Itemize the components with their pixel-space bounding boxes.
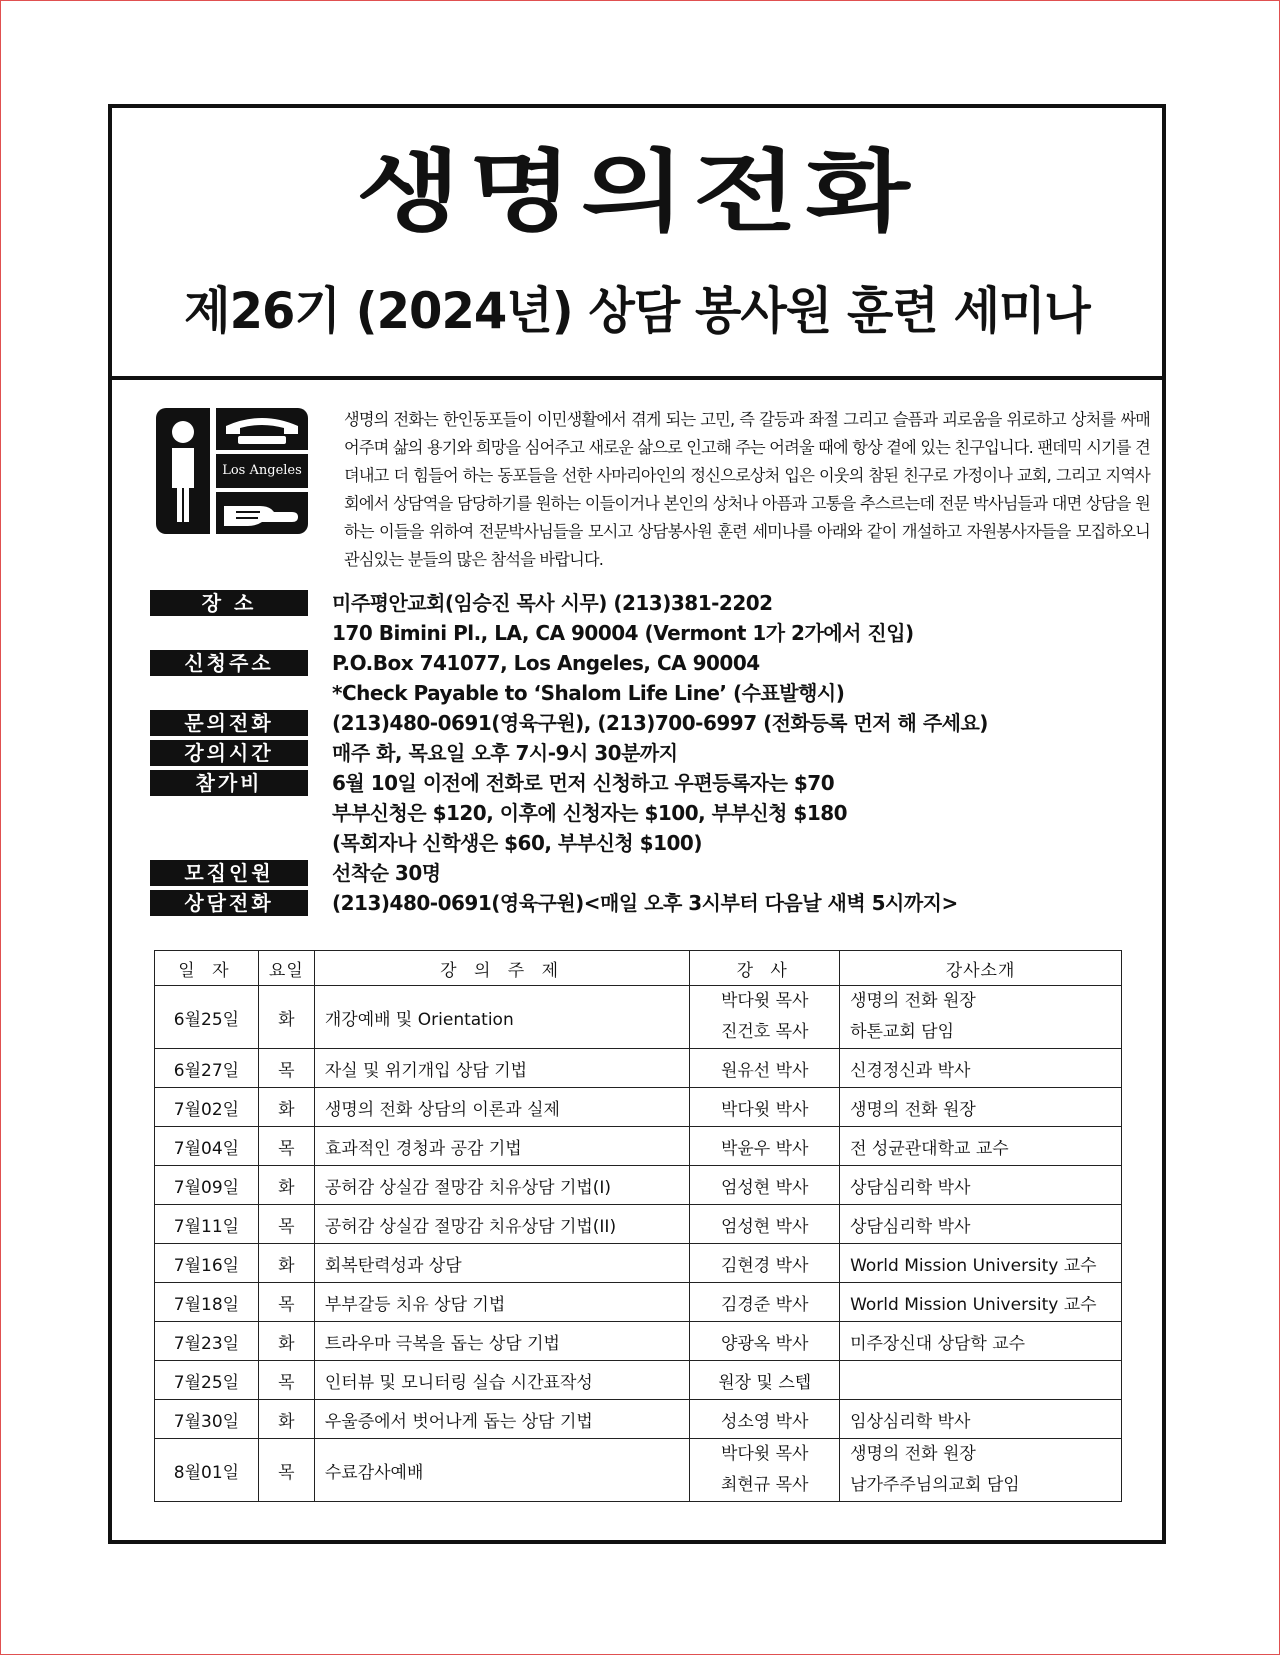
time-value: 매주 화, 목요일 오후 7시-9시 30분까지 [332, 741, 678, 765]
header [112, 108, 1162, 380]
row-topic: 인터뷰 및 모니터링 실습 시간표작성 [314, 1361, 690, 1400]
row-date: 7월02일 [155, 1088, 259, 1127]
location-label: 장 소 [150, 590, 308, 616]
row-date: 6월25일 [155, 986, 259, 1049]
row-intro [840, 1361, 1122, 1400]
row-date: 7월18일 [155, 1283, 259, 1322]
row-intro: 생명의 전화 원장 [850, 991, 976, 1011]
row-date: 7월23일 [155, 1322, 259, 1361]
header-date: 일 자 [155, 951, 259, 986]
fee-row-3 [150, 828, 1150, 858]
row-intro: 생명의 전화 원장 [850, 1444, 976, 1464]
row-lecturers [690, 1439, 840, 1502]
counsel-label: 상담전화 [150, 890, 308, 916]
row-topic: 공허감 상실감 절망감 치유상담 기법(I) [314, 1166, 690, 1205]
row-date: 7월09일 [155, 1166, 259, 1205]
header-day: 요일 [258, 951, 314, 986]
fee-line1: 6월 10일 이전에 전화로 먼저 신청하고 우편등록자는 $70 [332, 771, 835, 795]
row-lecturer: 박다윗 목사 [720, 991, 809, 1011]
table-row [155, 1166, 1122, 1205]
row-intro: 신경정신과 박사 [840, 1049, 1122, 1088]
row-topic: 수료감사예배 [314, 1439, 690, 1502]
address-line1: P.O.Box 741077, Los Angeles, CA 90004 [332, 651, 760, 675]
row-lecturer: 김경준 박사 [690, 1283, 840, 1322]
table-row [155, 1205, 1122, 1244]
row-lecturer: 최현규 목사 [720, 1475, 809, 1495]
row-date: 7월25일 [155, 1361, 259, 1400]
row-lecturer: 엄성현 박사 [690, 1166, 840, 1205]
row-lecturer: 박다윗 목사 [720, 1444, 809, 1464]
time-label: 강의시간 [150, 740, 308, 766]
seminar-title: 제26기 (2024년) 상담 봉사원 훈련 세미나 [184, 282, 1090, 340]
row-lecturers [690, 986, 840, 1049]
row-day: 화 [258, 1244, 314, 1283]
fee-row [150, 768, 1150, 798]
hand-icon-panel [216, 492, 308, 534]
row-topic: 생명의 전화 상담의 이론과 실제 [314, 1088, 690, 1127]
row-day: 목 [258, 1205, 314, 1244]
row-lecturer: 박윤우 박사 [690, 1127, 840, 1166]
row-intros [840, 986, 1122, 1049]
table-row [155, 1361, 1122, 1400]
brand-title: 생명의전화 [356, 140, 918, 244]
row-day: 화 [258, 1322, 314, 1361]
location-row-2 [150, 618, 1150, 648]
row-date: 7월11일 [155, 1205, 259, 1244]
row-intro: 남가주주님의교회 담임 [850, 1475, 1020, 1495]
schedule-header-row [155, 951, 1122, 986]
time-row [150, 738, 1150, 768]
row-topic: 우울증에서 벗어나게 돕는 상담 기법 [314, 1400, 690, 1439]
row-intro: 하톤교회 담임 [850, 1022, 955, 1042]
address-row-2 [150, 678, 1150, 708]
row-lecturer: 김현경 박사 [690, 1244, 840, 1283]
helping-hand-icon [216, 492, 308, 534]
row-intro: 임상심리학 박사 [840, 1400, 1122, 1439]
header-topic: 강 의 주 제 [314, 951, 690, 986]
table-row [155, 1283, 1122, 1322]
inquiry-row [150, 708, 1150, 738]
row-intro: 전 성균관대학교 교수 [840, 1127, 1122, 1166]
row-day: 목 [258, 1127, 314, 1166]
lifeline-logo [156, 408, 308, 534]
table-row [155, 1049, 1122, 1088]
capacity-row [150, 858, 1150, 888]
row-topic: 효과적인 경청과 공감 기법 [314, 1127, 690, 1166]
address-row [150, 648, 1150, 678]
capacity-label: 모집인원 [150, 860, 308, 886]
fee-line2: 부부신청은 $120, 이후에 신청자는 $100, 부부신청 $180 [332, 801, 848, 825]
row-lecturer: 원유선 박사 [690, 1049, 840, 1088]
capacity-value: 선착순 30명 [332, 861, 441, 885]
row-day: 목 [258, 1283, 314, 1322]
row-intro: World Mission University 교수 [840, 1244, 1122, 1283]
row-lecturer: 진건호 목사 [720, 1022, 809, 1042]
row-day: 목 [258, 1361, 314, 1400]
location-line1: 미주평안교회(임승진 목사 시무) (213)381-2202 [332, 591, 773, 615]
row-day: 화 [258, 1088, 314, 1127]
row-topic: 트라우마 극복을 돕는 상담 기법 [314, 1322, 690, 1361]
fee-line3: (목회자나 신학생은 $60, 부부신청 $100) [332, 831, 702, 855]
advertisement-box [108, 104, 1166, 1544]
logo-city-text: Los Angeles [222, 463, 302, 478]
table-row [155, 1088, 1122, 1127]
table-row [155, 986, 1122, 1049]
row-date: 7월04일 [155, 1127, 259, 1166]
fee-label: 참가비 [150, 770, 308, 796]
schedule-table [154, 950, 1122, 1502]
row-lecturer: 성소영 박사 [690, 1400, 840, 1439]
table-row [155, 1244, 1122, 1283]
row-intro: 생명의 전화 원장 [840, 1088, 1122, 1127]
phone-icon-panel [216, 408, 308, 450]
row-date: 8월01일 [155, 1439, 259, 1502]
counsel-value: (213)480-0691(영육구원)<매일 오후 3시부터 다음날 새벽 5시까지> [332, 891, 958, 915]
inquiry-value: (213)480-0691(영육구원), (213)700-6997 (전화등록 먼저 해 주세요) [332, 711, 988, 735]
person-icon-panel [156, 408, 210, 534]
row-topic: 공허감 상실감 절망감 치유상담 기법(II) [314, 1205, 690, 1244]
row-date: 6월27일 [155, 1049, 259, 1088]
row-intros [840, 1439, 1122, 1502]
counsel-row [150, 888, 1150, 918]
table-row [155, 1400, 1122, 1439]
table-row [155, 1127, 1122, 1166]
address-line2: *Check Payable to ‘Shalom Life Line’ (수표발행시) [332, 681, 845, 705]
row-topic: 개강예배 및 Orientation [314, 986, 690, 1049]
table-row [155, 1322, 1122, 1361]
row-intro: World Mission University 교수 [840, 1283, 1122, 1322]
header-lecturer-intro: 강사소개 [840, 951, 1122, 986]
row-lecturer: 원장 및 스텝 [690, 1361, 840, 1400]
row-lecturer: 양광옥 박사 [690, 1322, 840, 1361]
location-row [150, 588, 1150, 618]
row-day: 목 [258, 1439, 314, 1502]
row-day: 화 [258, 1400, 314, 1439]
row-topic: 회복탄력성과 상담 [314, 1244, 690, 1283]
person-icon [156, 408, 210, 534]
intro-paragraph: 생명의 전화는 한인동포들이 이민생활에서 겪게 되는 고민, 즉 갈등과 좌절 그리고 슬픔과 괴로움을 위로하고 상처를 싸매어주며 삶의 용기와 희망을 심어주고 새로운 삶으로 인고해 주는 어려울 때에 항상 곁에 있는 친구입니다. 팬데믹 시기를 견뎌내고 더 힘들어 하는 동포들을 선한 사마리아인의 정신으로상처 입은 이웃의 참된 친구로 가정이나 교회, 그리고 지역사회에서 상담역을 담당하기를 원하는 이들이거나 본인의 상처나 아픔과 고통을 추스르는데 전문 박사님들과 대면 상담을 원하는 이들을 위하여 전문박사님들을 모시고 상담봉사원 훈련 세미나를 아래와 같이 개설하고 자원봉사자들을 모집하오니 관심있는 분들의 많은 참석을 바랍니다. [344, 410, 1150, 569]
row-day: 목 [258, 1049, 314, 1088]
row-intro: 상담심리학 박사 [840, 1166, 1122, 1205]
row-intro: 상담심리학 박사 [840, 1205, 1122, 1244]
row-topic: 자실 및 위기개입 상담 기법 [314, 1049, 690, 1088]
address-label: 신청주소 [150, 650, 308, 676]
row-date: 7월30일 [155, 1400, 259, 1439]
row-day: 화 [258, 1166, 314, 1205]
telephone-icon [216, 408, 308, 450]
inquiry-label: 문의전화 [150, 710, 308, 736]
location-line2: 170 Bimini Pl., LA, CA 90004 (Vermont 1가 2가에서 진입) [332, 621, 914, 645]
row-day: 화 [258, 986, 314, 1049]
fee-row-2 [150, 798, 1150, 828]
row-intro: 미주장신대 상담학 교수 [840, 1322, 1122, 1361]
city-panel [216, 454, 308, 488]
table-row [155, 1439, 1122, 1502]
header-lecturer: 강 사 [690, 951, 840, 986]
row-lecturer: 엄성현 박사 [690, 1205, 840, 1244]
row-date: 7월16일 [155, 1244, 259, 1283]
row-topic: 부부갈등 치유 상담 기법 [314, 1283, 690, 1322]
row-lecturer: 박다윗 박사 [690, 1088, 840, 1127]
